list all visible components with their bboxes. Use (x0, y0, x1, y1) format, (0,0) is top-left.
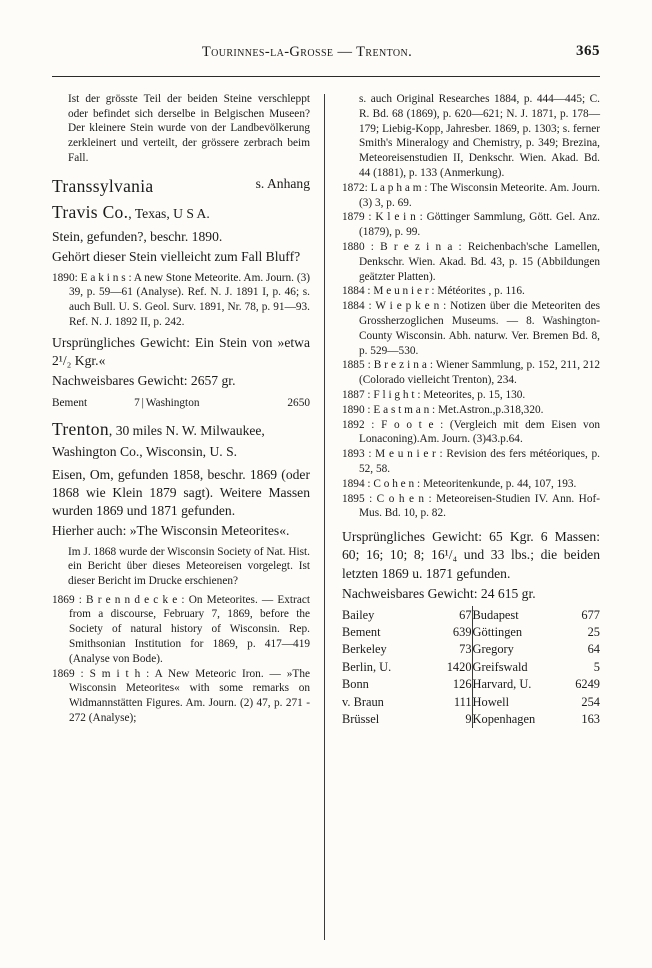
collection-value: 1420 (446, 659, 472, 674)
collection-name: Berkeley (342, 642, 387, 657)
collection-value: 677 (581, 607, 600, 622)
collection-value: 639 (452, 624, 472, 639)
entry-alias-line: Hierher auch: »The Wisconsin Meteorites«. (52, 523, 290, 539)
collection-name: Bement (342, 624, 381, 639)
entry-name: Trenton (52, 419, 109, 440)
text-columns (52, 92, 600, 942)
collection-name: Göttingen (472, 624, 523, 639)
collection-value: 163 (581, 712, 600, 727)
reference-entry: 1890 : E a s t m a n : Met.Astron.,p.318,320. (342, 403, 544, 416)
entry-heading-trenton (52, 419, 310, 462)
reference-entry-continued: s. auch Original Researches 1884, p. 444—445; C. R. Bd. 68 (1869), p. 620—621; N. J. 1871, p. 178—179; Liebig-Kopp, Jahresber. 1869, p. 1303; s. ferner Smith's Mineralogy and Chemistry, p. 349; Brezina, Meteoreisenstudien II, Denkschr. Wien. Akad. Bd. 44 (1881), p. 133 (Anmerkung). (359, 93, 600, 179)
left-column (52, 92, 310, 726)
reference-entry: 1894 : C o h e n : Meteoritenkunde, p. 44, 107, 193. (342, 477, 577, 490)
collection-value: 126 (452, 677, 472, 692)
header-rule (52, 76, 600, 77)
collection-name: Budapest (472, 607, 519, 622)
known-weight: Nachweisbares Gewicht: 2657 gr. (52, 373, 236, 389)
collection-value: 7 (134, 397, 140, 410)
table-row (342, 658, 600, 675)
entry-name: Travis Co. (52, 202, 129, 223)
collection-name: Bailey (342, 607, 375, 622)
collection-name: Berlin, U. (342, 659, 392, 674)
collection-name: Greifswald (472, 659, 528, 674)
reference-entry: 1884 : W i e p k e n : Notizen über die Meteoriten des Grossherzoglichen Museums. — 8. Washington-County Wisconsin. Abh. naturw. Ver. Bremen Bd. 8, p. 529—530. (342, 300, 600, 357)
reference-entry: 1895 : C o h e n : Meteoreisen-Studien IV. Ann. Hof-Mus. Bd. 10, p. 82. (342, 492, 600, 520)
continued-paragraph: Ist der grösste Teil der beiden Steine verschleppt oder befindet sich derselbe in Belgischen Museen? Der kleinere Stein wurde von der Landbevölkerung zerkleinert und verteilt, der grössere zerbrach beim Fall. (68, 93, 310, 164)
entry-note: Im J. 1868 wurde der Wisconsin Society of Nat. Hist. ein Bericht über dieses Meteoreisen vorgelegt. Ist dieser Bericht im Drucke erschienen? (68, 545, 310, 587)
collection-name: Harvard, U. (472, 677, 532, 692)
reference-entry: 1892 : F o o t e : (Vergleich mit dem Eisen von Lonaconing).Am. Journ. (3)43.p.64. (342, 418, 600, 446)
entry-heading-transsylvania (52, 176, 310, 198)
reference-entry: 1887 : F l i g h t : Meteorites, p. 15, 130. (342, 388, 526, 401)
collection-name: Brüssel (342, 712, 380, 727)
reference-entry: 1884 : M e u n i e r : Météorites , p. 116. (342, 285, 525, 298)
collection-value: 9 (465, 712, 472, 727)
entry-description-line: Eisen, Om, gefunden 1858, beschr. 1869 (oder 1868 wie Klein 1879 sagt). Weitere Massen wurden 1869 und 1871 gefunden. (52, 466, 310, 519)
collection-value: 73 (459, 642, 472, 657)
collection-value: 5 (593, 659, 600, 674)
reference-entry: 1885 : B r e z i n a : Wiener Sammlung, p. 152, 211, 212 (Colorado vielleicht Trenton), 234. (342, 359, 600, 387)
collection-table (342, 606, 600, 728)
collection-table-body (342, 606, 600, 728)
original-weight: Ursprüngliches Gewicht: 65 Kgr. 6 Massen: 60; 16; 10; 8; 16¹/₄ und 33 lbs.; die beiden letzten 1869 u. 1871 gefunden. (342, 529, 600, 581)
right-column (342, 92, 600, 728)
reference-entry: 1893 : M e u n i e r : Revision des fers météoriques, p. 52, 58. (342, 448, 600, 475)
page-number: 365 (576, 43, 600, 59)
entry-locality: , 30 miles N. W. Milwaukee, Washington Co., Wisconsin, U. S. (52, 423, 265, 460)
original-weight: Ursprüngliches Gewicht: Ein Stein von »etwa 2¹/₂ Kgr.« (52, 334, 310, 368)
entry-question-line: Gehört dieser Stein vielleicht zum Fall Bluff? (52, 249, 301, 265)
collection-minitable (52, 396, 310, 410)
reference-entry: 1879 : K l e i n : Göttinger Sammlung, Gött. Gel. Anz. (1879), p. 99. (342, 211, 600, 239)
table-row (52, 396, 310, 410)
collection-value: 111 (453, 694, 472, 709)
minitable-separator: | (141, 397, 144, 410)
collection-name: Washington (145, 397, 200, 410)
entry-crossref: s. Anhang (255, 176, 310, 192)
collection-value: 67 (459, 607, 472, 622)
reference-entry: 1872: L a p h a m : The Wisconsin Meteorite. Am. Journ. (3) 3, p. 69. (342, 181, 600, 209)
entry-locality: , Texas, U S A. (128, 206, 210, 222)
table-row (342, 641, 600, 658)
reference-entry: 1869 : B r e n n d e c k e : On Meteorites. — Extract from a discourse, February 7, 1869, before the Society of natural history of Wisconsin. Rep. Smithsonian Institution for 1869, p. 417—419 (Analyse von Bode). (52, 593, 310, 665)
entry-name: Transsylvania (52, 176, 154, 197)
reference-entry: 1880 : B r e z i n a : Reichenbach'sche Lamellen, Denkschr. Wien. Akad. Bd. 43, p. 15 (Abbildungen geätzter Platten). (342, 240, 600, 283)
collection-value: 25 (587, 624, 600, 639)
entry-heading-travis (52, 202, 310, 224)
reference-entry: 1890: E a k i n s : A new Stone Meteorite. Am. Journ. (3) 39, p. 59—61 (Analyse). Ref. N. J. 1891 I, p. 46; s. auch Bull. U. S. Geol. Surv. 1891, Nr. 78, p. 91—93. Ref. N. J. 1892 II, p. 242. (52, 271, 310, 328)
collection-value: 6249 (575, 677, 600, 692)
table-row (342, 693, 600, 710)
collection-name: Bonn (342, 677, 369, 692)
running-title: Tourinnes-la-Grosse — Trenton. (201, 44, 413, 60)
collection-value: 2650 (287, 397, 310, 410)
column-divider (324, 94, 325, 940)
known-weight: Nachweisbares Gewicht: 24 615 gr. (342, 585, 536, 601)
entry-description-line: Stein, gefunden?, beschr. 1890. (52, 229, 223, 245)
collection-name: Kopenhagen (472, 712, 536, 727)
table-row (342, 711, 600, 728)
collection-name: Bement (52, 397, 88, 410)
collection-value: 64 (587, 642, 600, 657)
collection-name: Gregory (472, 642, 514, 657)
collection-name: v. Braun (342, 694, 384, 709)
reference-entry: 1869 : S m i t h : A New Meteoric Iron. — »The Wisconsin Meteorites« with some remarks on Widmannstätten Figures. Am. Journ. (2) 47, p. 271 - 272 (Analyse); (52, 667, 310, 725)
page-header (52, 44, 600, 72)
collection-value: 254 (581, 694, 600, 709)
table-row (342, 623, 600, 640)
table-row (342, 676, 600, 693)
table-row (342, 606, 600, 623)
collection-name: Howell (472, 694, 510, 709)
